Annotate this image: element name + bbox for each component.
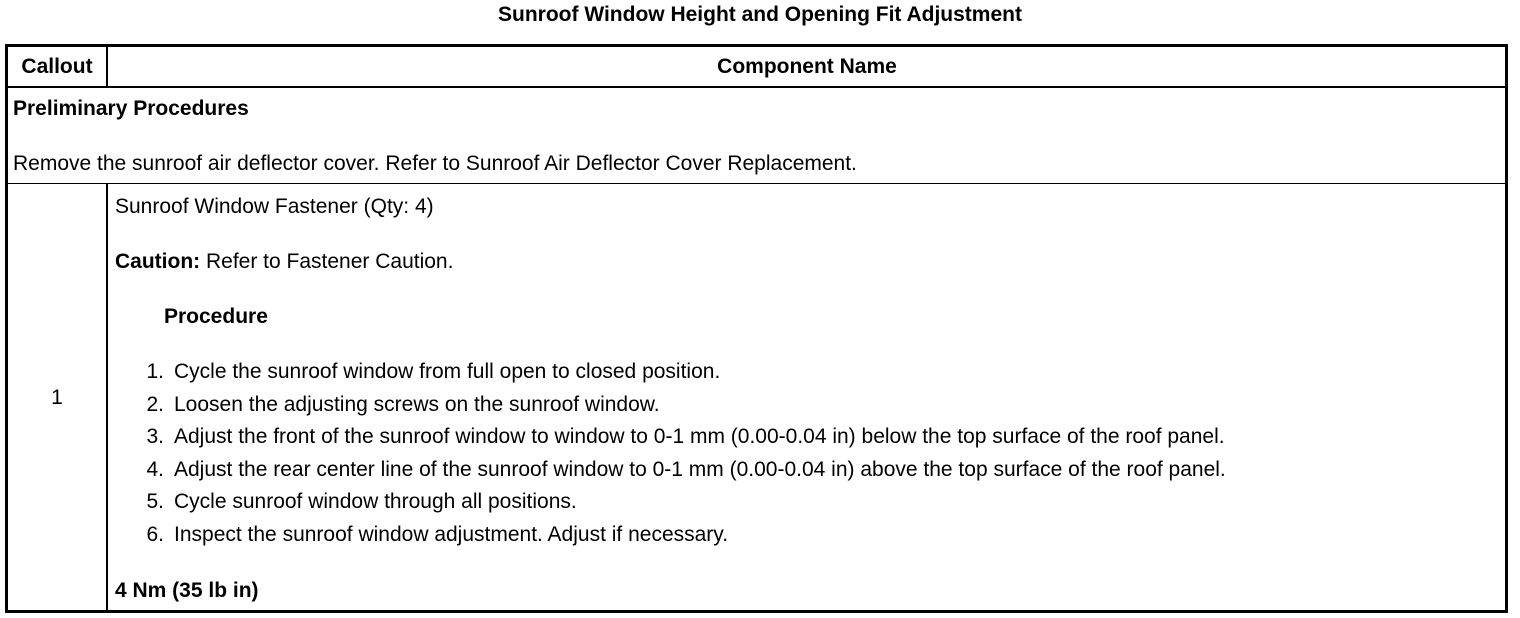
step-number: 4. [146, 457, 164, 481]
caution-text: Refer to Fastener Caution. [200, 250, 454, 273]
step-number: 5. [146, 490, 164, 514]
procedure-steps [116, 358, 1226, 554]
component-name-header: Component Name [717, 55, 897, 78]
list-item [116, 521, 1226, 554]
callout-number: 1 [51, 386, 63, 409]
torque-spec: 4 Nm (35 lb in) [115, 579, 259, 602]
body-column-divider [106, 183, 108, 610]
step-text: Adjust the front of the sunroof window to window to 0-1 mm (0.00-0.04 in) below the top surface of the roof panel. [174, 425, 1225, 449]
step-text: Loosen the adjusting screws on the sunroof window. [174, 392, 660, 416]
page-title: Sunroof Window Height and Opening Fit Adjustment [498, 3, 1022, 26]
step-text: Adjust the rear center line of the sunroof window to 0-1 mm (0.00-0.04 in) above the top surface of the roof panel. [174, 457, 1226, 481]
preliminary-heading: Preliminary Procedures [13, 97, 249, 120]
component-name: Sunroof Window Fastener (Qty: 4) [115, 195, 434, 218]
list-item [116, 488, 1226, 521]
caution-line [115, 250, 453, 274]
list-item [116, 391, 1226, 424]
preliminary-text: Remove the sunroof air deflector cover. Refer to Sunroof Air Deflector Cover Replacement. [13, 152, 857, 175]
header-divider [5, 86, 1508, 88]
step-text: Inspect the sunroof window adjustment. Adjust if necessary. [174, 522, 729, 546]
step-number: 2. [146, 392, 164, 416]
caution-label: Caution: [115, 250, 201, 273]
step-text: Cycle the sunroof window from full open to closed position. [174, 360, 721, 383]
step-text: Cycle sunroof window through all positions. [174, 490, 577, 514]
procedure-heading: Procedure [164, 305, 268, 328]
list-item [116, 358, 1226, 391]
list-item [116, 423, 1226, 456]
preliminary-divider [5, 183, 1508, 184]
step-number: 1. [146, 360, 164, 383]
step-number: 6. [146, 522, 164, 546]
step-number: 3. [146, 425, 164, 449]
callout-header: Callout [21, 55, 93, 78]
list-item [116, 456, 1226, 489]
